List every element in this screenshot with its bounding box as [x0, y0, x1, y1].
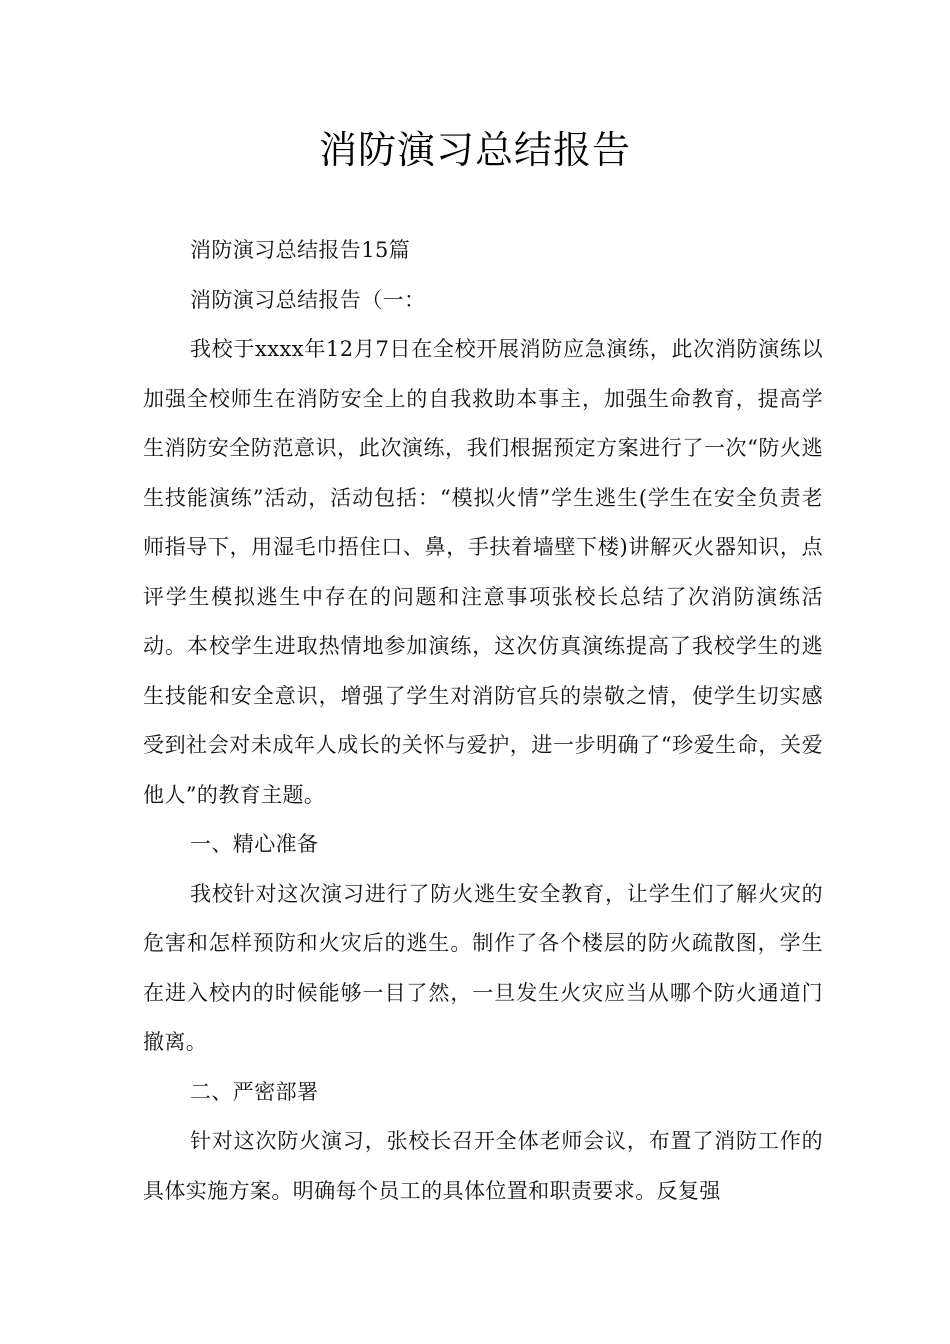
section-heading-report-one: 消防演习总结报告（一：	[190, 287, 426, 312]
subtitle-paragraph: 消防演习总结报告15篇	[190, 238, 411, 262]
section-heading-preparation: 一、精心准备	[190, 832, 319, 856]
body-paragraph: 我校于xxxx年12月7日在全校开展消防应急演练，此次消防演练以加强全校师生在消防安全上的自我救助本事主，加强生命教育，提高学生消防安全防范意识，此次演练，我们根据预定方案进行了一次“防火逃生技能演练”活动，活动包括：“模拟火情”学生逃生(学生在安全负责老师指导下，用湿毛巾捂住口、鼻，手扶着墙壁下楼)讲解灭火器知识，点评学生模拟逃生中存在的问题和注意事项张校长总结了次消防演练活动。本校学生进取热情地参加演练，这次仿真演练提高了我校学生的逃生技能和安全意识，增强了学生对消防官兵的崇敬之情，使学生切实感受到社会对未成年人成长的关怀与爱护，进一步明确了“珍爱生命，关爱他人”的教育主题。	[143, 337, 823, 807]
section-heading-deployment: 二、严密部署	[190, 1079, 319, 1104]
body-paragraph: 我校针对这次演习进行了防火逃生安全教育，让学生们了解火灾的危害和怎样预防和火灾后的逃生。制作了各个楼层的防火疏散图，学生在进入校内的时候能够一目了然，一旦发生火灾应当从哪个防火通道门撤离。	[143, 881, 823, 1054]
body-paragraph: 针对这次防火演习，张校长召开全体老师会议，布置了消防工作的具体实施方案。明确每个员工的具体位置和职责要求。反复强	[143, 1129, 823, 1203]
document-title: 消防演习总结报告	[318, 128, 631, 172]
document-body	[143, 226, 823, 1216]
